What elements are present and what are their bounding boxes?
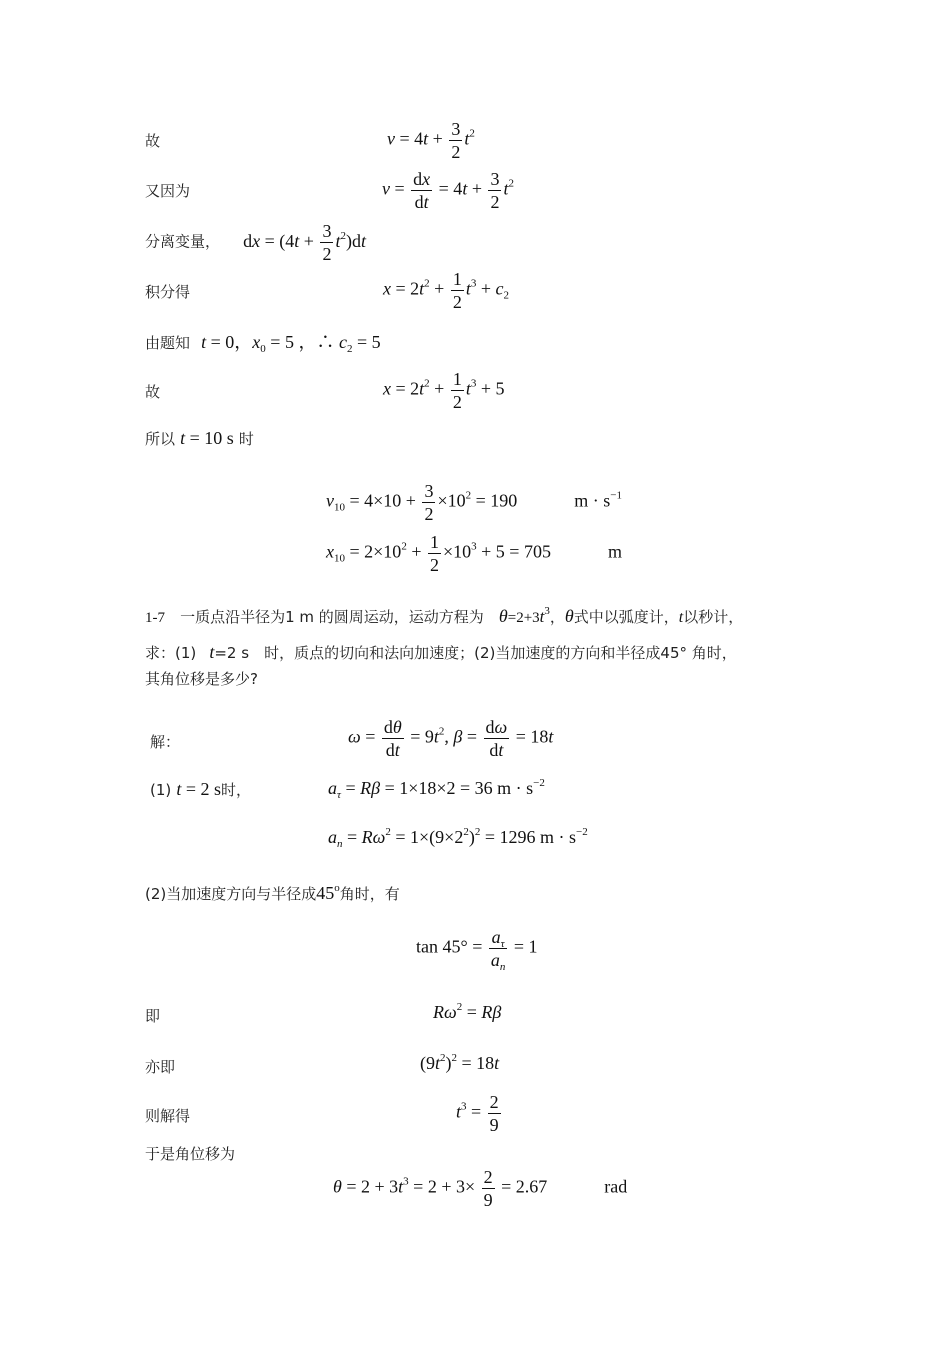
problem-text-1a: 一质点沿半径为1 m 的圆周运动，运动方程为: [180, 608, 484, 626]
equation-v-dxdt: v = $\frac{dx}{dt}$ = 4t + $\frac{3}{2}$ $t^2$: [382, 169, 514, 212]
equation-x-final: $x = 2t^2$ + $\frac{1}{2}$ $t^3 + 5$: [383, 369, 505, 412]
equation-omega-beta: ω = $\frac{d\theta}{dt}$ = $9t^2$, β = $\frac{d\omega}{dt}$ = 18t: [348, 717, 554, 760]
problem-text-1d: 以秒计，: [683, 608, 744, 626]
equation-v10: $v_{10} = 4\times 10$ + $\frac{3}{2}$ $\times 10^2 = 190$ $m \cdot s^{-1}$: [326, 481, 622, 524]
theta-result: 2.67: [515, 1176, 548, 1197]
x10-unit: m: [607, 541, 622, 562]
problem-number: 1-7: [145, 610, 165, 626]
problem-time-eq: =2 s: [214, 644, 250, 662]
label-ji: 即: [145, 1007, 161, 1025]
label-yushi: 于是角位移为: [145, 1145, 236, 1163]
problem-line-2: 求：(1) t=2 s 时，质点的切向和法向加速度；(2)当加速度的方向和半径成45° 角时，: [145, 642, 737, 662]
given-time-line: 所以 t = 10 s 时: [145, 428, 254, 448]
c2-value: 5: [371, 332, 381, 352]
equation-a-tau: $a_\tau = R\beta = 1\times 18\times 2 = 36$ $m \cdot s^{-2}$: [328, 777, 545, 801]
equation-x-integral: $x = 2t^2$ + $\frac{1}{2}$ $t^3 + c_2$: [383, 269, 509, 312]
a-tau-unit: m · s: [497, 778, 534, 798]
t-given-value: 10: [204, 428, 223, 448]
label-part1-post: 时，: [221, 781, 252, 799]
problem-text-2a: 求：(1): [145, 644, 197, 662]
label-youtizhi: 由题知: [145, 334, 191, 352]
label-jie: 解：: [150, 733, 181, 751]
a-n-unit-exp: −2: [575, 826, 588, 838]
label-part2-post: 角时，有: [339, 885, 400, 903]
problem-comma: ，: [549, 608, 565, 626]
equation-tan: tan 45° = $\frac{a_\tau}{a_n}$ = 1: [416, 927, 538, 973]
equation-9t2: $(9t^2)^2 = 18t$: [420, 1052, 500, 1073]
x10-result: 705: [523, 541, 551, 562]
equation-t3: $t^3$ = $\frac{2}{9}$: [456, 1092, 499, 1135]
theta-unit: rad: [604, 1176, 628, 1197]
a-n-result: 1296: [499, 827, 536, 847]
label-suoyi-post: 时: [238, 430, 254, 448]
v10-unit: m · s: [574, 490, 611, 511]
label-gu-2: 故: [145, 383, 161, 401]
a-tau-unit-exp: −2: [533, 777, 545, 789]
label-part2: (2)当加速度方向与半径成: [145, 885, 317, 903]
part1-line: (1) t = 2 s时，: [150, 779, 252, 799]
initial-condition-line: 由题知 t = 0，$x_0 = 5$ ，∴ $c_2 = 5$: [145, 332, 381, 355]
problem-line-1: 1-7 一质点沿半径为1 m 的圆周运动，运动方程为 $\theta=2+3t^3$，θ式中以弧度计，t以秒计，: [145, 605, 744, 626]
angle-value: 45: [316, 883, 335, 903]
equation-velocity: v = 4t + $\frac{3}{2}$ $t^2$: [387, 119, 475, 162]
equation-a-n: $a_n = R\omega^2 = 1\times(9\times 2^2)^2 = 1296$ $m \cdot s^{-2}$: [328, 826, 588, 850]
label-suoyi: 所以: [145, 430, 176, 448]
unit-s-2: s: [214, 779, 222, 799]
equation-dx: dx = (4t + $\frac{3}{2}$ $t^2)dt$: [243, 221, 366, 264]
equation-x10: $x_{10} = 2\times 10^2$ + $\frac{1}{2}$ $\times 10^3 + 5 = 705$ m: [326, 532, 622, 575]
label-fenli: 分离变量，: [145, 232, 221, 251]
label-youyinwei: 又因为: [145, 182, 191, 200]
problem-text-2b: 时，质点的切向和法向加速度；(2)当加速度的方向和半径成45° 角时，: [264, 644, 737, 662]
label-part1: (1): [150, 781, 172, 799]
problem-line-3: 其角位移是多少?: [145, 670, 258, 688]
a-n-unit: m · s: [539, 827, 576, 847]
problem-equation: =2+3: [507, 610, 540, 626]
label-yiji: 亦即: [145, 1058, 176, 1076]
x0-value: 5: [284, 332, 294, 352]
a-tau-result: 36: [474, 778, 493, 798]
separation-line: [145, 222, 366, 263]
v10-unit-exp: −1: [610, 489, 622, 502]
equation-r-omega: $R\omega^2 = R\beta$: [433, 1001, 502, 1022]
part2-line: (2)当加速度方向与半径成45$^o$角时，有: [145, 882, 400, 903]
label-zejiede: 则解得: [145, 1107, 191, 1125]
label-jifen: 积分得: [145, 283, 191, 301]
equation-theta: $\theta = 2 + 3t^3 = 2 + 3\times$ $\frac{2}{9}$ = 2.67 rad: [333, 1167, 628, 1210]
label-gu-1: 故: [145, 132, 161, 150]
v10-result: 190: [490, 490, 518, 511]
problem-text-1c: 式中以弧度计，: [573, 608, 679, 626]
unit-s: s: [226, 428, 234, 448]
